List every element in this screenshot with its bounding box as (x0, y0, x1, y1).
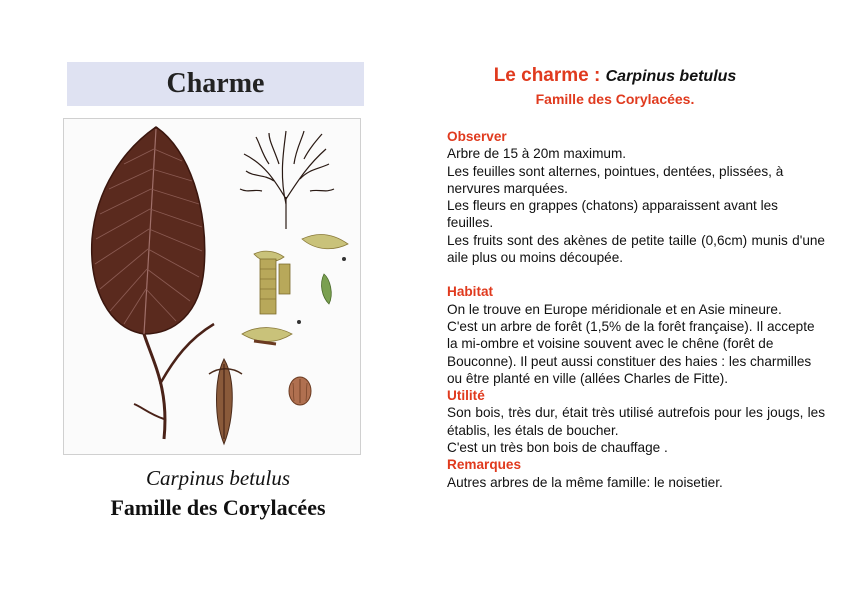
section-heading-observer: Observer (447, 129, 507, 144)
utilite-line: Son bois, très dur, était très utilisé autrefois pour les jougs, les établis, les étals de boucher. (447, 405, 825, 438)
twig-drawing (134, 324, 214, 439)
habitat-line: On le trouve en Europe méridionale et en Asie mineure. (447, 301, 782, 317)
right-title (430, 64, 800, 89)
heading-box (67, 62, 364, 106)
utilite-line: C'est un très bon bois de chauffage . (447, 440, 668, 456)
nut-drawing (289, 377, 311, 405)
caption-latin-name: Carpinus betulus (145, 466, 291, 490)
leaf-drawing (92, 127, 205, 334)
caption-family-name: Famille des Corylacées (110, 495, 326, 520)
description-body (447, 128, 825, 491)
observer-line: Arbre de 15 à 20m maximum. (447, 146, 627, 162)
section-heading-utilite: Utilité (447, 388, 485, 404)
title-prefix: Le charme : (493, 65, 601, 86)
fruit-cluster-drawing (242, 320, 301, 344)
title-latin: Carpinus betulus (605, 68, 737, 85)
observer-line: Les fleurs en grappes (chatons) apparaissent avant les feuilles. (447, 198, 778, 231)
page-title: Charme (166, 68, 265, 99)
right-subtitle: Famille des Corylacées. (535, 91, 695, 107)
illustration-svg (64, 119, 360, 454)
observer-line: Les fruits sont des akènes de petite taille (0,6cm) munis d'une aile plus ou moins découpée. (447, 232, 825, 266)
tree-drawing (240, 131, 334, 229)
observer-line: Les feuilles sont alternes, pointues, dentées, plissées, à nervures marquées. (447, 163, 784, 196)
botanical-illustration (63, 118, 361, 455)
section-heading-habitat: Habitat (447, 284, 494, 300)
catkin-drawing (254, 234, 348, 314)
akene-drawing (209, 359, 242, 444)
habitat-line: C'est un arbre de forêt (1,5% de la forêt française). Il accepte la mi-ombre et voisine souvent avec le chêne (forêt de Bouconne). Il peut aussi constituer des haies : les charmilles ou être planté en ville (allées Charles de Fitte). (447, 318, 815, 386)
section-heading-remarques: Remarques (447, 457, 522, 473)
remarques-line: Autres arbres de la même famille: le noisetier. (447, 474, 723, 490)
section-spacer (447, 266, 825, 283)
